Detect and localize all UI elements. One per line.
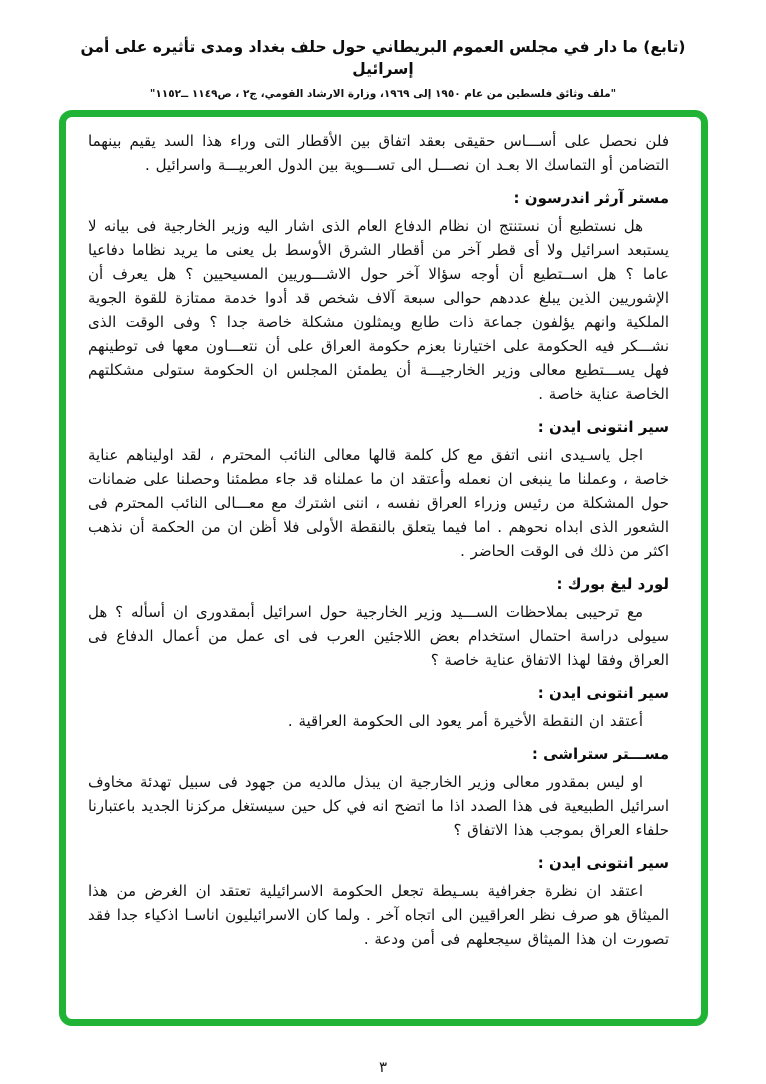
speech-paragraph-eden-3: اعتقد ان نظرة جغرافية بسـيطة تجعل الحكومة الاسرائيلية تعتقد ان الغرض من هذا الميثاق هو صرف نظر العراقيين الى اتجاه آخر . ولما كان الاسرائيليون اناسـا اذكياء جدا فقد تصورت ان هذا الميثاق سيجعلهم فى أمن ودعة . xyxy=(88,882,669,948)
speaker-heading-eden-2: سير انتونى ايدن : xyxy=(537,684,669,702)
speaker-heading-strachey: مســـتر ستراشى : xyxy=(531,745,669,763)
page-number: ٣ xyxy=(378,1058,388,1076)
speech-paragraph-eden-1: اجل ياسـيدى اننى اتفق مع كل كلمة قالها معالى النائب المحترم ، لقد اوليناهم عناية خاصة ، وعملنا ما ينبغى ان نعمله وأعتقد ان ما عملناه قد جاء مطمئنا وحصلنا على ضمانات حول المشكلة من رئيس وزراء العراق نفسه ، اننى اشترك مع معـــالى النائب المحترم فى الشعور الذى ابداه نحوهم . اما فيما يتعلق بالنقطة الأولى فلا أظن ان من الحكمة أن نذهب اكثر من ذلك فى الوقت الحاضر . xyxy=(88,446,669,560)
speaker-heading-eden-1: سير انتونى ايدن : xyxy=(537,418,669,436)
speech-paragraph-eden-2: أعتقد ان النقطة الأخيرة أمر يعود الى الحكومة العراقية . xyxy=(287,712,643,730)
speech-paragraph-legh-bourke: مع ترحيبى بملاحظات الســـيد وزير الخارجية حول اسرائيل أبمقدورى ان أسأله ؟ هل سيولى دراسة احتمال استخدام بعض اللاجئين العرب فى اى عمل من أعمال الدفاع فى العراق وفقا لهذا الاتفاق عناية خاصة ؟ xyxy=(88,603,669,669)
intro-paragraph: فلن نحصل على أســـاس حقيقى بعقد اتفاق بين الأقطار التى وراء هذا السد يقيم بينهما التضامن أو التماسك الا بعـد ان نصـــل الى تســـوية بين الدول العربيـــة واسرائيل . xyxy=(88,132,669,174)
page-subtitle: "ملف وثائق فلسطين من عام ١٩٥٠ إلى ١٩٦٩، وزارة الارشاد القومي، ج٢ ، ص١١٤٩ ــ١١٥٢" xyxy=(149,88,617,100)
document-header xyxy=(0,36,766,100)
speaker-heading-anderson: مستر آرثر اندرسون : xyxy=(513,189,669,207)
content-border-box xyxy=(59,110,708,1026)
speaker-heading-legh-bourke: لورد ليغ بورك : xyxy=(556,575,669,593)
speech-paragraph-anderson: هل نستطيع أن نستنتج ان نظام الدفاع العام الذى اشار اليه وزير الخارجية فى بيانه لا يستبعد اسرائيل ولا أى قطر آخر من أقطار الشرق الأوسط بل يعنى ما يريد نظاما دفاعيا عاما ؟ هل اســتطيع أن أوجه سؤالا آخر حول الاشـــوريين المسيحيين ؟ هل يعرف أن الإشوريين الذين يبلغ عددهم حوالى سبعة آلاف شخص قد أدوا خدمة ممتازة للقوة الجوية الملكية وانهم يؤلفون جماعة ذات طابع ويمثلون مشكلة خاصة جدا ؟ وفى الوقت الذى نشـــكر فيه الحكومة على اختيارنا بعزم حكومة العراق على أن نتعـــاون معها فى توطينهم فهل يســـتطيع معالى وزير الخارجيـــة أن يطمئن المجلس ان الحكومة ستولى مشكلتهم الخاصة عناية خاصة . xyxy=(88,217,669,403)
speaker-heading-eden-3: سير انتونى ايدن : xyxy=(537,854,669,872)
page-title: (تابع) ما دار في مجلس العموم البريطاني حول حلف بغداد ومدى تأثيره على أمن إسرائيل xyxy=(80,38,686,78)
speech-paragraph-strachey: او ليس بمقدور معالى وزير الخارجية ان يبذل مالديه من جهود فى سبيل تهدئة مخاوف اسرائيل الطبيعية فى هذا الصدد اذا ما اتضح انه في كل حين سيستغل مركزنا الجديد باعتبارنا حلفاء العراق بموجب هذا الاتفاق ؟ xyxy=(88,773,669,839)
